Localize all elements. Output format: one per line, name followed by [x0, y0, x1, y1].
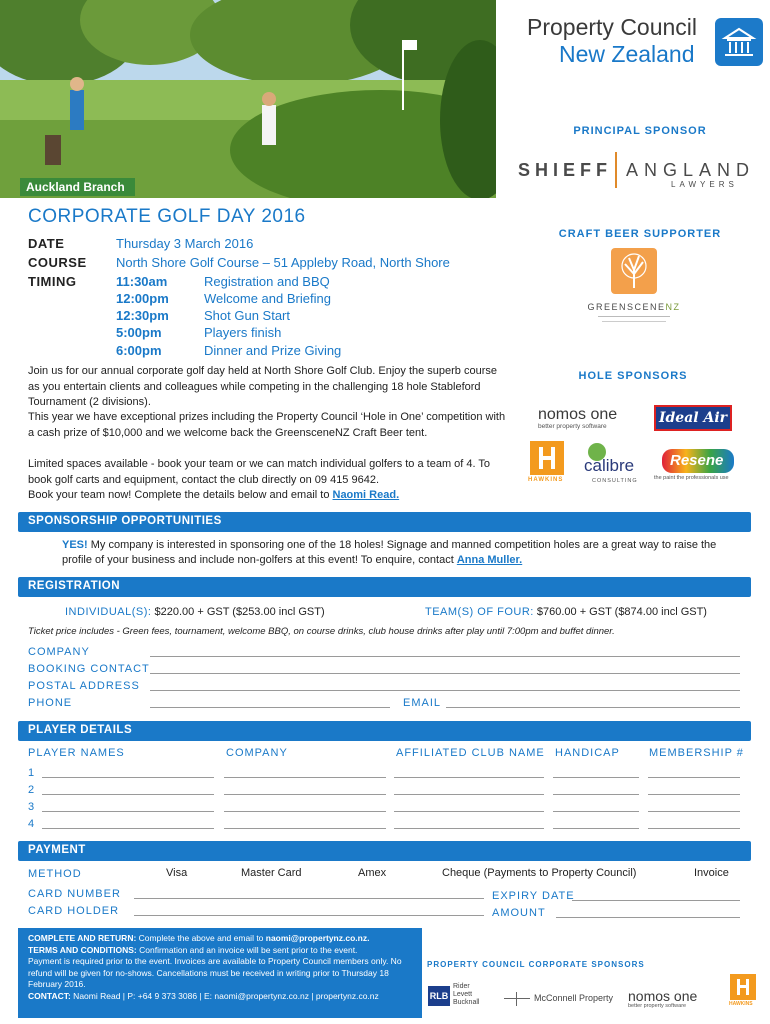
team-price: [425, 606, 707, 618]
ideal-air-text: Ideal Air: [658, 410, 728, 426]
tree-icon: [611, 248, 657, 294]
player-details-bar-label: PLAYER DETAILS: [28, 724, 133, 736]
player-company-field[interactable]: [224, 811, 386, 812]
timing-time: 12:00pm: [116, 291, 169, 306]
timing-time: 6:00pm: [116, 343, 162, 358]
player-club-field[interactable]: [394, 828, 544, 829]
resene-sub: the paint the professionals use: [654, 475, 729, 481]
expiry-label: EXPIRY DATE: [492, 890, 575, 902]
calibre-logo: [584, 443, 644, 487]
payment-bar: [18, 841, 751, 861]
col-company: COMPANY: [226, 747, 288, 759]
player-name-field[interactable]: [42, 811, 214, 812]
player-membership-field[interactable]: [648, 828, 740, 829]
rlb-name-1: Rider: [453, 983, 470, 990]
mcconnell-logo: [504, 992, 614, 1010]
hero-photo: [0, 0, 496, 198]
team-price-value: $760.00 + GST ($874.00 incl GST): [533, 606, 707, 618]
player-club-field[interactable]: [394, 777, 544, 778]
greenscene-tagline: [598, 316, 670, 317]
ideal-air-logo: [654, 405, 732, 431]
resene-logo: [654, 449, 744, 485]
individual-price: [65, 606, 325, 618]
date-value: Thursday 3 March 2016: [116, 236, 254, 251]
registration-bar: [18, 577, 751, 597]
card-number-label: CARD NUMBER: [28, 888, 121, 900]
mcconnell-mark-icon-2: [516, 992, 517, 1006]
booking-contact-field[interactable]: [150, 673, 740, 674]
complete-return-line: [28, 933, 412, 945]
timing-desc: Dinner and Prize Giving: [204, 343, 342, 358]
timing-time: 11:30am: [116, 274, 168, 289]
rlb-badge: RLB: [428, 986, 450, 1006]
player-handicap-field[interactable]: [553, 794, 639, 795]
sponsorship-bar: [18, 512, 751, 532]
individual-price-value: $220.00 + GST ($253.00 incl GST): [151, 606, 325, 618]
contact-box: [18, 928, 422, 1018]
col-handicap: HANDICAP: [555, 747, 620, 759]
book-now-text: Book your team now! Complete the details below and email to: [28, 489, 333, 501]
registration-bar-label: REGISTRATION: [28, 580, 121, 592]
complete-return-text: Complete the above and email to: [136, 933, 266, 943]
player-membership-field[interactable]: [648, 811, 740, 812]
col-affiliated-club: AFFILIATED CLUB NAME: [396, 747, 545, 759]
contact-label: CONTACT:: [28, 990, 71, 1001]
resene-text: Resene: [670, 452, 724, 469]
nomos-sub: better property software: [538, 423, 607, 430]
phone-field[interactable]: [150, 707, 390, 708]
amount-field[interactable]: [556, 917, 740, 918]
property-council-brand: [527, 14, 767, 74]
company-label: COMPANY: [28, 646, 90, 658]
player-row-number: 4: [28, 818, 36, 830]
sponsorship-text: [62, 538, 722, 568]
shieff-text: SHIEFF: [518, 160, 613, 180]
timing-time: 12:30pm: [116, 308, 169, 323]
phone-label: PHONE: [28, 697, 73, 709]
course-label: COURSE: [28, 255, 87, 270]
team-label: TEAM(S) OF FOUR:: [425, 606, 534, 618]
individual-label: INDIVIDUAL(S):: [65, 606, 152, 618]
event-title: CORPORATE GOLF DAY 2016: [28, 206, 306, 227]
branch-tag: Auckland Branch: [20, 178, 135, 196]
shieff-angland-logo: [518, 158, 756, 192]
player-handicap-field[interactable]: [553, 777, 639, 778]
terms-detail: Payment is required prior to the event. Invoices are available to Property Council members only. No refund will be given for no-shows. Cancellations must be received in writing prior to Thursday 18 February 2016.: [28, 956, 402, 989]
col-player-names: PLAYER NAMES: [28, 747, 125, 759]
player-company-field[interactable]: [224, 777, 386, 778]
rlb-name-2: Levett: [453, 991, 473, 998]
player-row-number: 3: [28, 801, 36, 813]
method-label: METHOD: [28, 868, 82, 880]
rlb-logo: [428, 983, 488, 1009]
nomos-one-corporate-logo: [628, 988, 718, 1012]
player-company-field[interactable]: [224, 828, 386, 829]
player-handicap-field[interactable]: [553, 811, 639, 812]
corporate-sponsors-heading: PROPERTY COUNCIL CORPORATE SPONSORS: [427, 960, 645, 969]
prizes-paragraph: This year we have exceptional prizes including the Property Council ‘Hole in One’ competition with a cash prize of $10,000 and we welcome back the GreensceneNZ Craft Beer tent.: [28, 411, 506, 439]
sponsorship-bar-label: SPONSORSHIP OPPORTUNITIES: [28, 515, 222, 527]
angland-text: ANGLAND: [626, 160, 756, 180]
method-visa[interactable]: Visa: [166, 867, 188, 879]
sponsorship-body: My company is interested in sponsoring one of the 18 holes! Signage and manned competition holes are a great way to raise the profile of your business and include non-golfers at this event! To enquire, contact: [62, 539, 717, 566]
method-master-card[interactable]: Master Card: [241, 867, 302, 879]
postal-address-field[interactable]: [150, 690, 740, 691]
hawkins-corporate-logo: [730, 974, 756, 1008]
email-label: EMAIL: [403, 697, 442, 709]
greenscene-text: GREENSCENE: [587, 302, 666, 312]
timing-desc: Registration and BBQ: [204, 274, 330, 289]
hawkins-logo: [530, 441, 564, 485]
player-name-field[interactable]: [42, 777, 214, 778]
player-club-field[interactable]: [394, 794, 544, 795]
yes-label: YES!: [62, 539, 88, 551]
player-row-number: 2: [28, 784, 36, 796]
expiry-field[interactable]: [572, 900, 740, 901]
hawkins-corporate-text: HAWKINS: [729, 1001, 753, 1007]
player-club-field[interactable]: [394, 811, 544, 812]
method-amex[interactable]: Amex: [358, 867, 387, 879]
contact-details: Naomi Read | P: +64 9 373 3086 | E: naomi@propertynz.co.nz | propertynz.co.nz: [70, 990, 379, 1001]
player-details-bar: [18, 721, 751, 741]
col-membership: MEMBERSHIP #: [649, 747, 744, 759]
intro-paragraph: Join us for our annual corporate golf day held at North Shore Golf Club. Enjoy the superb course as you entertain clients and colleagues while competing in the challenging 18 hole Stableford Tournament (2 divisions).: [28, 365, 497, 408]
timing-desc: Players finish: [204, 325, 282, 340]
anna-muller-link[interactable]: Anna Muller.: [456, 554, 523, 566]
hole-sponsors-heading: HOLE SPONSORS: [578, 370, 688, 382]
card-holder-field[interactable]: [134, 915, 484, 916]
timing-desc: Welcome and Briefing: [204, 291, 331, 306]
timing-label: TIMING: [28, 274, 77, 289]
nomos-one-logo: [538, 406, 638, 432]
calibre-sub: CONSULTING: [592, 478, 638, 484]
card-holder-label: CARD HOLDER: [28, 905, 120, 917]
nomos-corporate-sub: better property software: [628, 1003, 687, 1009]
payment-bar-label: PAYMENT: [28, 844, 86, 856]
brand-line-2: New Zealand: [559, 41, 695, 67]
company-field[interactable]: [150, 656, 740, 657]
terms-line: [28, 945, 412, 957]
rlb-name-3: Bucknall: [453, 999, 480, 1006]
player-handicap-field[interactable]: [553, 828, 639, 829]
complete-return-label: COMPLETE AND RETURN:: [28, 933, 137, 943]
logo-divider: [615, 152, 617, 188]
hawkins-corporate-h-icon: [730, 974, 756, 1000]
amount-label: AMOUNT: [492, 907, 546, 919]
nomos-text: nomos one: [538, 406, 618, 423]
golf-course-illustration: [0, 0, 496, 198]
nomos-corporate-text: nomos one: [628, 988, 698, 1004]
course-value: North Shore Golf Course – 51 Appleby Road, North Shore: [116, 255, 450, 270]
date-label: DATE: [28, 236, 65, 251]
hawkins-text: HAWKINS: [528, 477, 564, 483]
booking-paragraph: Limited spaces available - book your team or we can match individual golfers to a team of 4. To book golf carts and equipment, contact the club directly on 09 415 9642.: [28, 458, 491, 486]
principal-sponsor-heading: PRINCIPAL SPONSOR: [573, 125, 707, 137]
terms-text: Confirmation and an invoice will be sent prior to the event.: [136, 944, 358, 955]
greenscene-logo: [584, 246, 684, 330]
brand-line-1: Property Council: [527, 14, 698, 40]
calibre-text: calibre: [584, 456, 635, 475]
player-name-field[interactable]: [42, 828, 214, 829]
greenscene-tagline-2: [602, 321, 666, 322]
book-now-paragraph: [28, 488, 506, 504]
timing-time: 5:00pm: [116, 325, 162, 340]
hawkins-h-icon: [530, 441, 564, 475]
player-name-field[interactable]: [42, 794, 214, 795]
booking-contact-label: BOOKING CONTACT: [28, 663, 150, 675]
player-row-number: 1: [28, 767, 36, 779]
method-cheque[interactable]: Cheque (Payments to Property Council): [442, 867, 637, 879]
player-membership-field[interactable]: [648, 777, 740, 778]
player-company-field[interactable]: [224, 794, 386, 795]
timing-desc: Shot Gun Start: [204, 308, 290, 323]
mcconnell-mark-icon: [504, 998, 530, 999]
lawyers-text: LAWYERS: [671, 180, 738, 189]
greenscene-suffix: NZ: [665, 302, 681, 312]
contact-line: [28, 991, 412, 1003]
contact-email-link[interactable]: naomi@propertynz.co.nz.: [265, 933, 370, 943]
method-invoice[interactable]: Invoice: [694, 867, 729, 879]
building-icon: [715, 18, 763, 66]
mcconnell-text: McConnell Property: [534, 993, 614, 1003]
email-field[interactable]: [446, 707, 740, 708]
card-number-field[interactable]: [134, 898, 484, 899]
naomi-read-link[interactable]: Naomi Read.: [332, 489, 400, 501]
craft-beer-heading: CRAFT BEER SUPPORTER: [558, 228, 722, 240]
ticket-note: Ticket price includes - Green fees, tournament, welcome BBQ, on course drinks, club house drinks after play until 7:00pm and buffet dinner.: [28, 626, 615, 637]
terms-label: TERMS AND CONDITIONS:: [28, 944, 137, 955]
player-membership-field[interactable]: [648, 794, 740, 795]
postal-address-label: POSTAL ADDRESS: [28, 680, 140, 692]
